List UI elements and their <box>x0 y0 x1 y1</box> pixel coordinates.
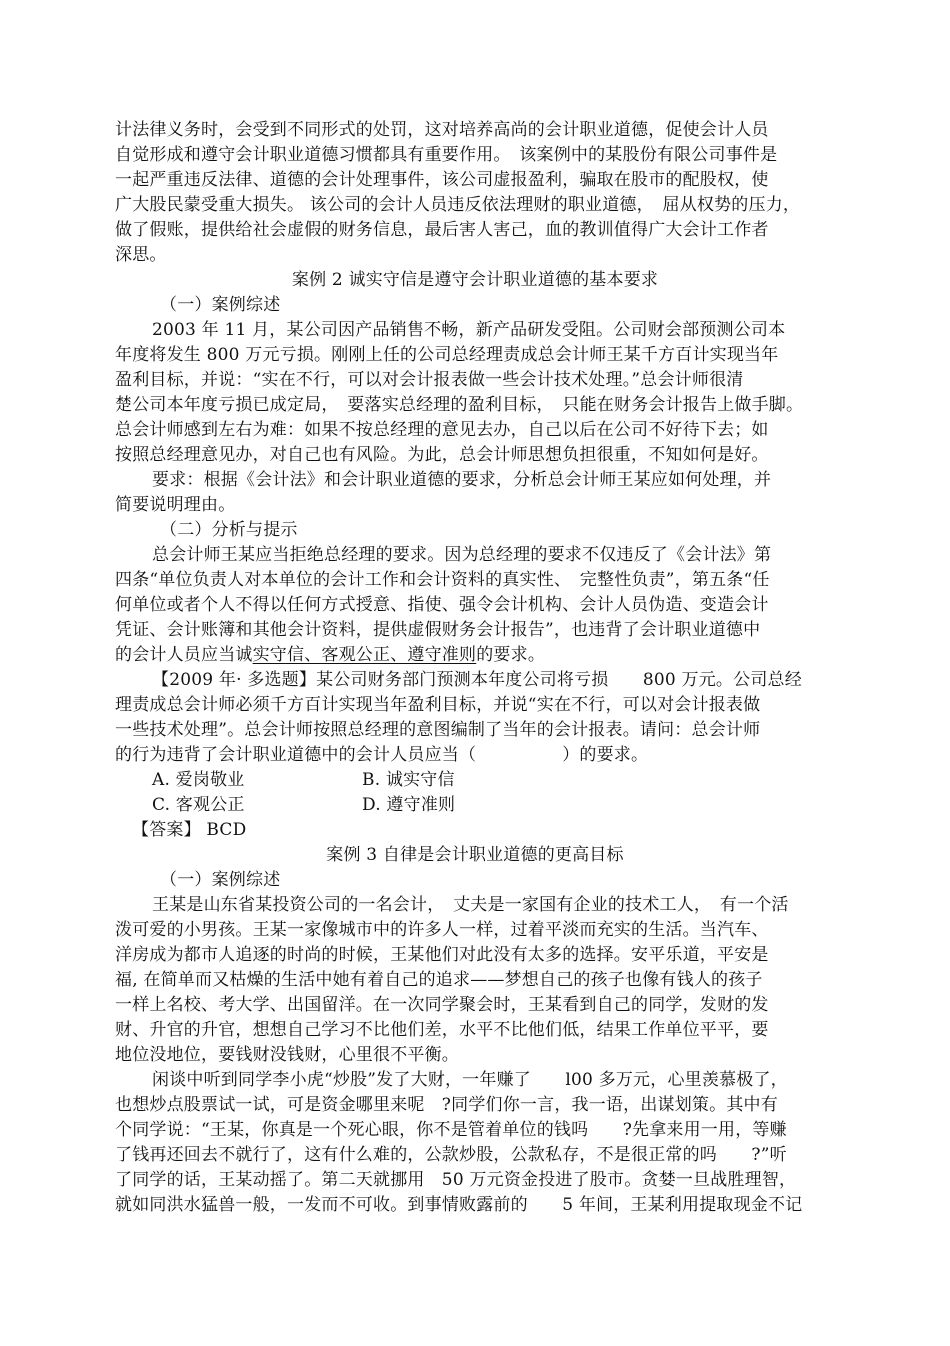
text-line: 福, 在简单而又枯燥的生活中她有着自己的追求——梦想自己的孩子也像有钱人的孩子 <box>115 970 763 990</box>
text-line: 地位没地位，要钱财没钱财，心里很不平衡。 <box>115 1045 459 1065</box>
case-2-overview-heading: （一）案例综述 <box>160 295 281 315</box>
text-line: 广大股民蒙受重大损失。 该公司的会计人员违反依法理财的职业道德， 屈从权势的压力， <box>115 195 801 215</box>
text-line: 四条“单位负责人对本单位的会计工作和会计资料的真实性、 完整性负责”，第五条“任 <box>115 570 770 590</box>
text-line: 总会计师王某应当拒绝总经理的要求。因为总经理的要求不仅违反了《会计法》第 <box>152 545 772 565</box>
text-line: 年度将发生 800 万元亏损。刚刚上任的公司总经理责成总会计师王某千方百计实现当年 <box>115 345 779 365</box>
text-line: 做了假账，提供给社会虚假的财务信息，最后害人害己，血的教训值得广大会计工作者 <box>115 220 769 240</box>
case-3-title: 案例 3 自律是会计职业道德的更高目标 <box>326 845 624 865</box>
text-line: 也想炒点股票试一试，可是资金哪里来呢 ?同学们你一言，我一语，出谋划策。其中有 <box>115 1095 778 1115</box>
question-line: 理责成总会计师必须千方百计实现当年盈利目标，并说“实在不行，可以对会计报表做 <box>115 695 761 715</box>
question-line: 【2009 年· 多选题】某公司财务部门预测本年度公司将亏损 800 万元。公司总经 <box>152 670 802 690</box>
question-line: 一些技术处理”。总会计师按照总经理的意图编制了当年的会计报表。请问：总会计师 <box>115 720 761 740</box>
option-c: C. 客观公正 <box>152 795 245 815</box>
case-2-title: 案例 2 诚实守信是遵守会计职业道德的基本要求 <box>291 270 659 290</box>
case-3-overview-heading: （一）案例综述 <box>160 870 281 890</box>
text-line: 按照总经理意见办，对自己也有风险。为此，总会计师思想负担很重，不知如何是好。 <box>115 445 769 465</box>
text-line: 2003 年 11 月，某公司因产品销售不畅，新产品研发受阻。公司财会部预测公司本 <box>152 320 786 340</box>
text-line: 楚公司本年度亏损已成定局， 要落实总经理的盈利目标， 只能在财务会计报告上做手脚。 <box>115 395 804 415</box>
text-line: 了钱再还回去不就行了，这有什么难的，公款炒股，公款私存，不是很正常的吗 ?”听 <box>115 1145 787 1165</box>
text-line: 一样上名校、考大学、出国留洋。在一次同学聚会时，王某看到自己的同学，发财的发 <box>115 995 769 1015</box>
case-2-analysis-heading: （二）分析与提示 <box>160 520 298 540</box>
requirement-line: 要求：根据《会计法》和会计职业道德的要求，分析总会计师王某应如何处理，并 <box>152 470 772 490</box>
text-line: 泼可爱的小男孩。王某一家像城市中的许多人一样，过着平淡而充实的生活。当汽车、 <box>115 920 769 940</box>
text-line: 盈利目标，并说：“实在不行，可以对会计报表做一些会计技术处理。”总会计师很清 <box>115 370 744 390</box>
answer: 【答案】 BCD <box>132 820 247 840</box>
text-line: 了同学的话，王某动摇了。第二天就挪用 50 万元资金投进了股市。贪婪一旦战胜理智， <box>115 1170 797 1190</box>
text-fragment: 的要求。 <box>476 645 546 665</box>
text-fragment: 的会计人员应当诚 <box>115 645 253 665</box>
option-b: B. 诚实守信 <box>362 770 455 790</box>
text-line: 就如同洪水猛兽一般，一发而不可收。到事情败露前的 5 年间，王某利用提取现金不记 <box>115 1195 803 1215</box>
text-line: 何单位或者个人不得以任何方式授意、指使、强令会计机构、会计人员伪造、变造会计 <box>115 595 769 615</box>
text-line <box>115 643 545 667</box>
text-line: 闲谈中听到同学李小虎“炒股”发了大财，一年赚了 l00 多万元，心里羡慕极了， <box>152 1070 788 1090</box>
text-line: 自觉形成和遵守会计职业道德习惯都具有重要作用。 该案例中的某股份有限公司事件是 <box>115 145 778 165</box>
underlined-text: 实守信、客观公正、遵守准则 <box>252 645 477 665</box>
text-line: 一起严重违反法律、道德的会计处理事件，该公司虚报盈利，骗取在股市的配股权，使 <box>115 170 769 190</box>
text-line: 王某是山东省某投资公司的一名会计， 丈夫是一家国有企业的技术工人， 有一个活 <box>152 895 789 915</box>
requirement-line: 简要说明理由。 <box>115 495 236 515</box>
text-line: 洋房成为都市人追逐的时尚的时候，王某他们对此没有太多的选择。安平乐道，平安是 <box>115 945 769 965</box>
text-line: 总会计师感到左右为难：如果不按总经理的意见去办，自己以后在公司不好待下去；如 <box>115 420 769 440</box>
text-line: 深思。 <box>115 245 167 265</box>
text-line: 计法律义务时，会受到不同形式的处罚，这对培养高尚的会计职业道德，促使会计人员 <box>115 120 769 140</box>
option-d: D. 遵守准则 <box>362 795 456 815</box>
option-a: A. 爱岗敬业 <box>152 770 245 790</box>
text-line: 个同学说：“王某，你真是一个死心眼，你不是管着单位的钱吗 ?先拿来用一用，等赚 <box>115 1120 787 1140</box>
question-line: 的行为违背了会计职业道德中的会计人员应当（ ）的要求。 <box>115 745 649 765</box>
text-line: 凭证、会计账簿和其他会计资料，提供虚假财务会计报告”，也违背了会计职业道德中 <box>115 620 761 640</box>
text-line: 财、升官的升官，想想自己学习不比他们差，水平不比他们低，结果工作单位平平，要 <box>115 1020 769 1040</box>
